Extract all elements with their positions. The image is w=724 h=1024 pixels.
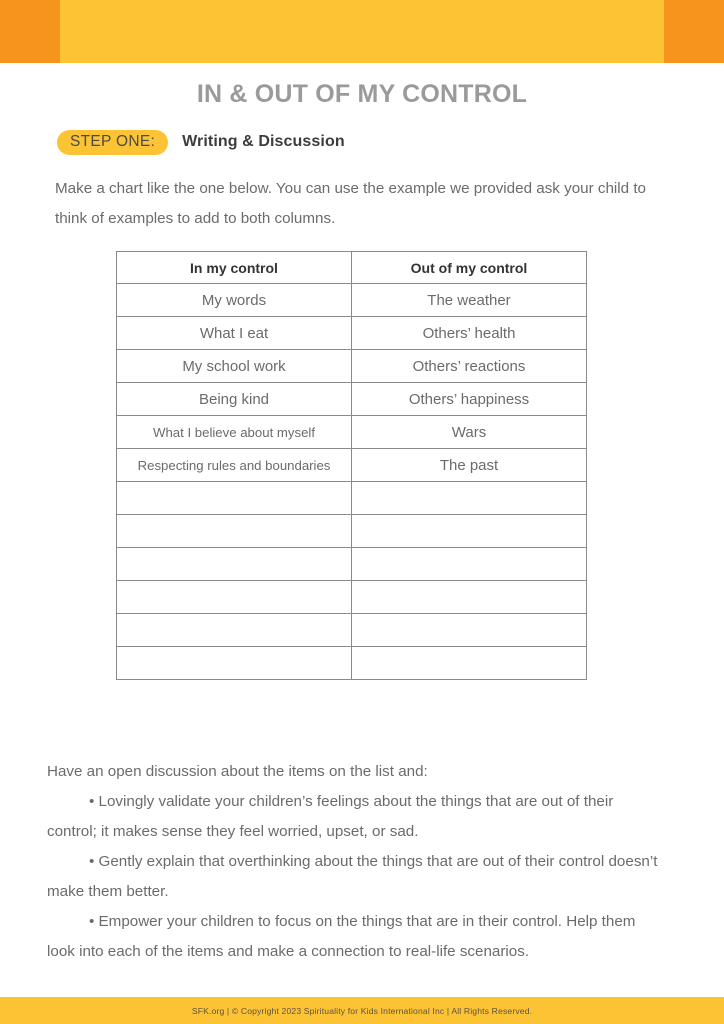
table-row — [117, 383, 587, 416]
column-header-out-of-my-control: Out of my control — [352, 252, 587, 284]
discussion-bullet: • Lovingly validate your children’s feelings about the things that are out of their control; it makes sense they feel worried, upset, or sad. — [47, 793, 614, 840]
banner-edge-right — [664, 0, 724, 63]
table-cell-empty[interactable] — [352, 548, 587, 581]
table-cell: Wars — [352, 416, 587, 449]
table-cell: Being kind — [117, 383, 352, 416]
table-row — [117, 317, 587, 350]
banner-center — [60, 0, 664, 63]
table-cell: The past — [352, 449, 587, 482]
discussion-bullet: • Empower your children to focus on the things that are in their control. Help them look into each of the items and make a connection to real-life scenarios. — [47, 913, 636, 960]
table-row — [117, 449, 587, 482]
table-cell-empty[interactable] — [117, 515, 352, 548]
table-row — [117, 350, 587, 383]
top-banner — [0, 0, 724, 63]
table-cell-empty[interactable] — [352, 581, 587, 614]
table-cell-empty[interactable] — [352, 614, 587, 647]
table-cell: Respecting rules and boundaries — [117, 449, 352, 482]
table-header-row — [117, 252, 587, 284]
table-cell-empty[interactable] — [117, 482, 352, 515]
footer-copyright: SFK.org | © Copyright 2023 Spirituality for Kids International Inc | All Rights Reserved. — [191, 1005, 533, 1016]
table-row — [117, 614, 587, 647]
table-row — [117, 416, 587, 449]
table-row — [117, 284, 587, 317]
table-row — [117, 515, 587, 548]
control-table — [116, 251, 587, 680]
activity-title: Writing & Discussion — [182, 133, 345, 151]
step-badge: STEP ONE: — [57, 130, 168, 155]
table-cell: My school work — [117, 350, 352, 383]
table-cell-empty[interactable] — [117, 614, 352, 647]
table-cell-empty[interactable] — [352, 482, 587, 515]
table-cell-empty[interactable] — [117, 647, 352, 680]
table-cell: The weather — [352, 284, 587, 317]
discussion-lead-in: Have an open discussion about the items on the list and: — [47, 763, 428, 780]
table-row — [117, 482, 587, 515]
footer-bar — [0, 997, 724, 1024]
table-cell: Others’ health — [352, 317, 587, 350]
intro-paragraph: Make a chart like the one below. You can use the example we provided ask your child to think of examples to add to both columns. — [55, 180, 646, 227]
table-row — [117, 647, 587, 680]
table-cell: Others’ reactions — [352, 350, 587, 383]
table-row — [117, 581, 587, 614]
banner-edge-left — [0, 0, 60, 63]
column-header-in-my-control: In my control — [117, 252, 352, 284]
table-cell-empty[interactable] — [117, 581, 352, 614]
table-cell-empty[interactable] — [352, 647, 587, 680]
page-title: IN & OUT OF MY CONTROL — [196, 80, 528, 108]
table-cell: My words — [117, 284, 352, 317]
table-cell: What I eat — [117, 317, 352, 350]
table-head — [117, 252, 587, 284]
table-cell-empty[interactable] — [352, 515, 587, 548]
discussion-bullet: • Gently explain that overthinking about the things that are out of their control doesn’t make them better. — [47, 853, 658, 900]
table-body — [117, 284, 587, 680]
table-cell-empty[interactable] — [117, 548, 352, 581]
step-row — [57, 130, 345, 155]
table-row — [117, 548, 587, 581]
table-cell: What I believe about myself — [117, 416, 352, 449]
table-cell: Others’ happiness — [352, 383, 587, 416]
discussion-block — [47, 757, 667, 967]
